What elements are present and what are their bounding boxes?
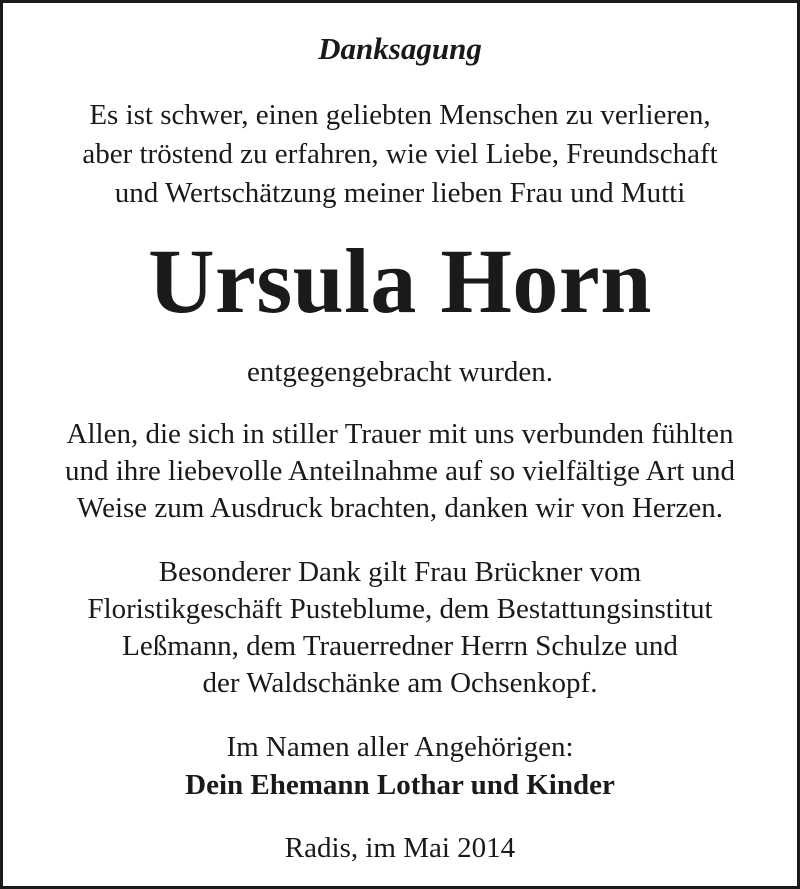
after-name-line: entgegengebracht wurden. xyxy=(247,356,553,388)
intro-line-1: Es ist schwer, einen geliebten Menschen zu verlieren, xyxy=(89,99,711,131)
thanks-line-3: Weise zum Ausdruck brachten, danken wir von Herzen. xyxy=(77,492,723,524)
special-thanks-line-4: der Waldschänke am Ochsenkopf. xyxy=(202,667,598,699)
deceased-name: Ursula Horn xyxy=(148,230,652,332)
signature-line: Dein Ehemann Lothar und Kinder xyxy=(185,769,615,801)
notice-heading: Danksagung xyxy=(318,31,482,66)
intro-line-3: und Wertschätzung meiner lieben Frau und Mutti xyxy=(114,177,686,209)
special-thanks-line-2: Floristikgeschäft Pusteblume, dem Bestattungsinstitut xyxy=(87,593,713,625)
thanks-line-2: und ihre liebevolle Anteilnahme auf so vielfältige Art und xyxy=(64,455,736,487)
intro-line-2: aber tröstend zu erfahren, wie viel Liebe, Freundschaft xyxy=(82,138,718,170)
place-date-line: Radis, im Mai 2014 xyxy=(284,832,516,864)
special-thanks-line-3: Leßmann, dem Trauerredner Herrn Schulze und xyxy=(122,630,678,662)
thanks-line-1: Allen, die sich in stiller Trauer mit uns verbunden fühlten xyxy=(66,418,734,450)
on-behalf-line: Im Namen aller Angehörigen: xyxy=(226,731,574,763)
special-thanks-line-1: Besonderer Dank gilt Frau Brückner vom xyxy=(158,556,642,588)
